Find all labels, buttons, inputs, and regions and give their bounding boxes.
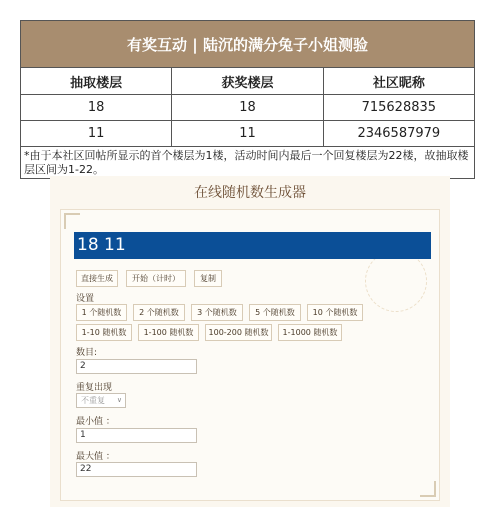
max-input[interactable]: 22 <box>76 462 197 477</box>
preset-1-number[interactable]: 1 个随机数 <box>76 304 127 321</box>
preset-3-numbers[interactable]: 3 个随机数 <box>191 304 243 321</box>
start-timer-button[interactable]: 开始（计时） <box>126 270 186 287</box>
count-input[interactable]: 2 <box>76 359 197 374</box>
table-cell: 2346587979 <box>323 121 474 147</box>
copy-button[interactable]: 复制 <box>194 270 222 287</box>
repeat-label: 重复出现 <box>76 383 113 393</box>
random-generator-panel <box>50 176 450 507</box>
chevron-down-icon: ∨ <box>116 396 122 404</box>
result-display: 18 11 <box>74 232 431 259</box>
table-cell: 18 <box>21 95 172 121</box>
header-draw-floor: 抽取楼层 <box>21 68 172 95</box>
table-title: 有奖互动 | 陆沉的满分兔子小姐测验 <box>21 21 475 68</box>
generate-button[interactable]: 直接生成 <box>76 270 118 287</box>
table-cell: 18 <box>172 95 323 121</box>
header-nickname: 社区昵称 <box>323 68 474 95</box>
settings-label: 设置 <box>76 294 95 304</box>
preset-range-100-200[interactable]: 100-200 随机数 <box>205 324 272 341</box>
table-row <box>21 121 475 147</box>
preset-5-numbers[interactable]: 5 个随机数 <box>249 304 301 321</box>
table-cell: 715628835 <box>323 95 474 121</box>
generator-title: 在线随机数生成器 <box>194 185 306 201</box>
table-row <box>21 95 475 121</box>
table-cell: 11 <box>21 121 172 147</box>
header-winning-floor: 获奖楼层 <box>172 68 323 95</box>
table-cell: 11 <box>172 121 323 147</box>
min-label: 最小值 ： <box>76 417 115 427</box>
preset-2-numbers[interactable]: 2 个随机数 <box>133 304 185 321</box>
preset-range-1-100[interactable]: 1-100 随机数 <box>138 324 199 341</box>
repeat-select-value: 不重复 <box>81 396 105 405</box>
repeat-select[interactable] <box>76 393 126 408</box>
table-note: *由于本社区回帖所显示的首个楼层为1楼，活动时间内最后一个回复楼层为22楼，故抽取楼层区间为1-22。 <box>21 147 475 179</box>
count-label: 数目: <box>76 348 98 358</box>
generator-card <box>60 209 440 501</box>
preset-range-1-1000[interactable]: 1-1000 随机数 <box>278 324 342 341</box>
preset-10-numbers[interactable]: 10 个随机数 <box>307 304 363 321</box>
preset-range-1-10[interactable]: 1-10 随机数 <box>76 324 132 341</box>
results-table <box>20 20 475 179</box>
max-label: 最大值 ： <box>76 452 115 462</box>
min-input[interactable]: 1 <box>76 428 197 443</box>
decorative-pattern <box>365 250 427 312</box>
